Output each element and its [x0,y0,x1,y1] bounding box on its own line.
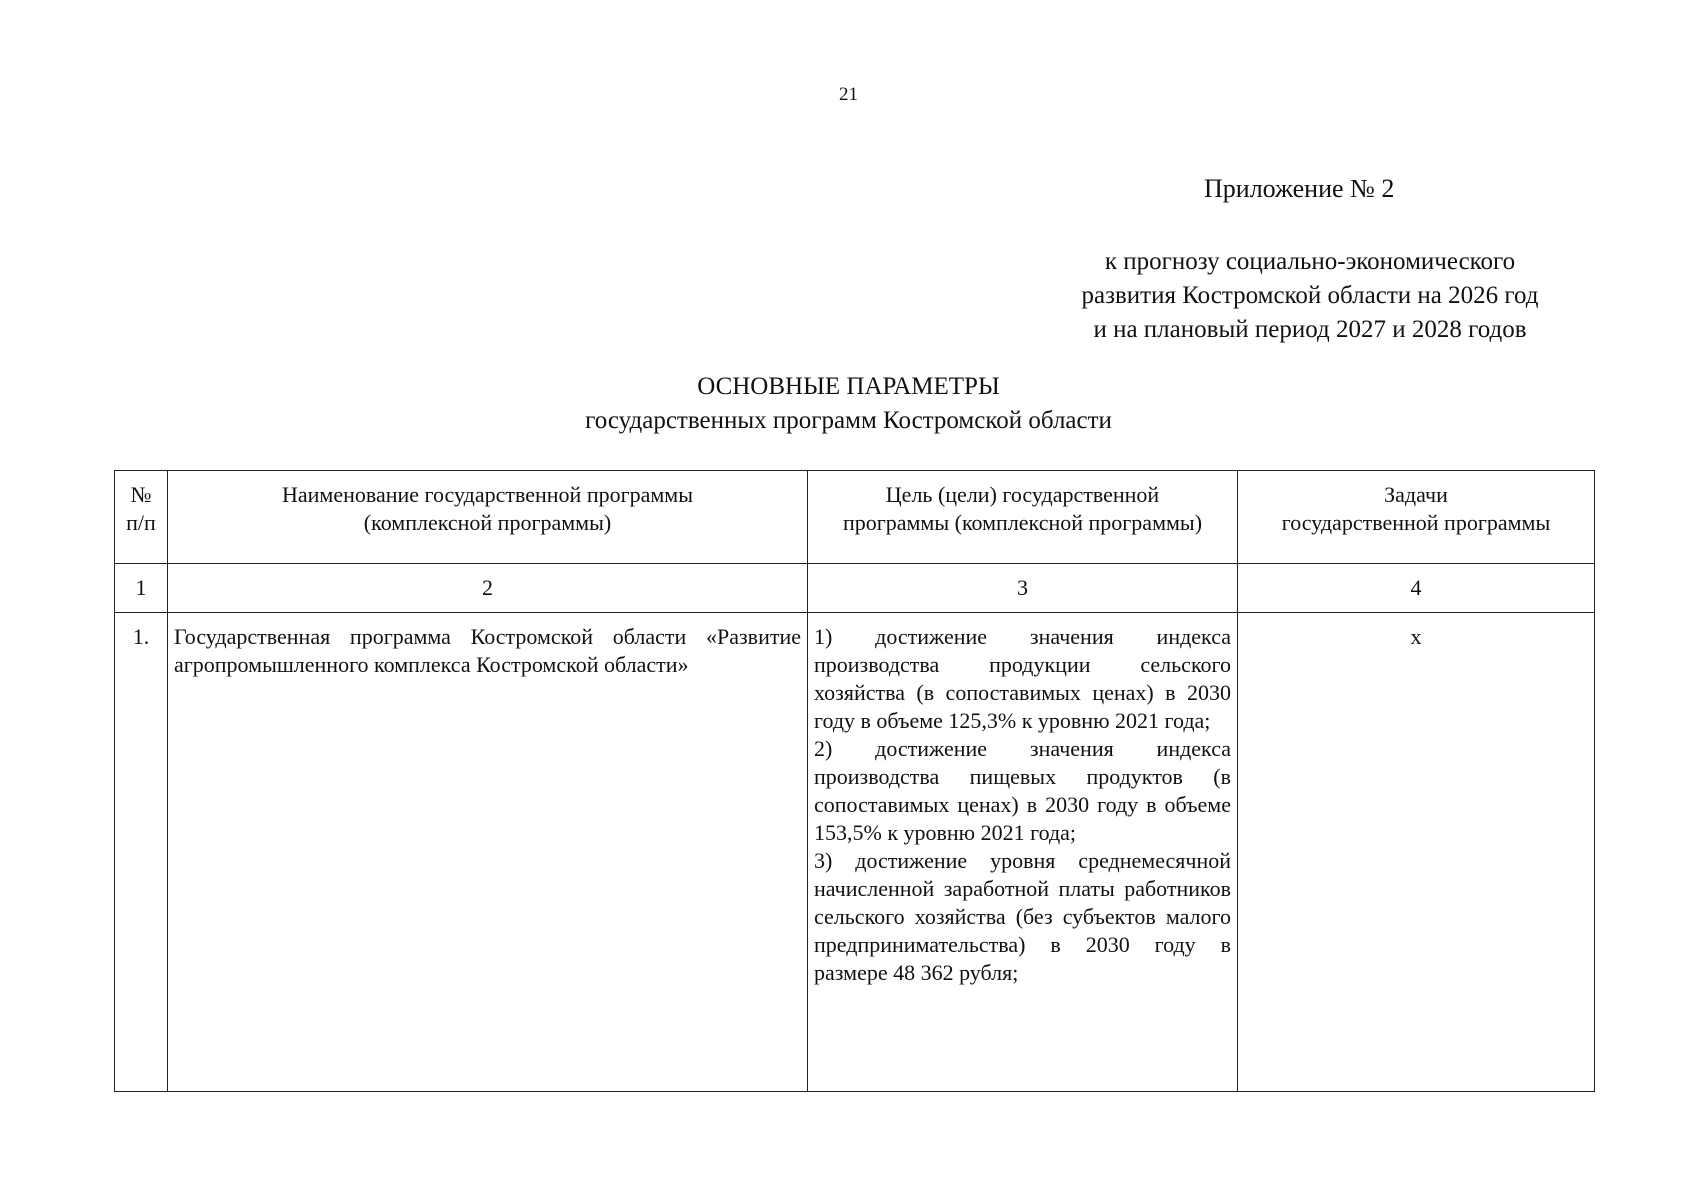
appendix-subtitle-line: развития Костромской области на 2026 год [1081,282,1539,309]
document-title-line1: ОСНОВНЫЕ ПАРАМЕТРЫ [697,373,1000,400]
goals-cell [808,613,1238,1092]
program-name-cell: Государственная программа Костромской области «Развитие агропромышленного комплекса Костромской области» [168,613,808,1092]
goal-item: 3) достижение уровня среднемесячной начисленной заработной платы работников сельского хозяйства (без субъектов малого предпринимательства) в 2030 году в размере 48 362 рубля; [814,848,1231,985]
header-program-name-line2: (комплексной программы) [363,510,612,535]
header-program-name-line1: Наименование государственной программы [281,482,694,507]
table-row [115,613,1595,1092]
header-program-name [168,471,808,564]
goal-item: 1) достижение значения индекса производства продукции сельского хозяйства (в сопоставимых ценах) в 2030 году в объеме 125,3% к уровню 2021 года; [814,624,1231,733]
appendix-subtitle-line: и на плановый период 2027 и 2028 годов [1093,316,1527,343]
row-number: 1. [115,613,168,1092]
appendix-title: Приложение № 2 [1204,174,1395,203]
appendix-subtitle [1040,245,1580,347]
document-title-line2: государственных программ Костромской области [585,407,1112,434]
header-goals-line1: Цель (цели) государственной [885,482,1160,507]
header-tasks-line2: государственной программы [1281,510,1551,535]
column-number-cell: 2 [168,564,808,613]
column-number-cell: 3 [808,564,1238,613]
tasks-cell: х [1238,613,1595,1092]
header-number-line2: п/п [126,510,156,535]
column-number-cell: 1 [115,564,168,613]
header-number-line1: № [130,482,152,507]
header-goals-line2: программы (комплексной программы) [842,510,1203,535]
header-tasks-line1: Задачи [1384,482,1448,507]
table-header-row [115,471,1595,564]
document-title [0,370,1697,438]
page-number: 21 [839,84,858,105]
header-tasks [1238,471,1595,564]
column-number-row [115,564,1595,613]
goal-item: 2) достижение значения индекса производства пищевых продуктов (в сопоставимых ценах) в 2030 году в объеме 153,5% к уровню 2021 года; [814,736,1231,845]
header-goals [808,471,1238,564]
header-number [115,471,168,564]
column-number-cell: 4 [1238,564,1595,613]
appendix-subtitle-line: к прогнозу социально-экономического [1104,248,1516,275]
parameters-table [114,470,1595,1092]
